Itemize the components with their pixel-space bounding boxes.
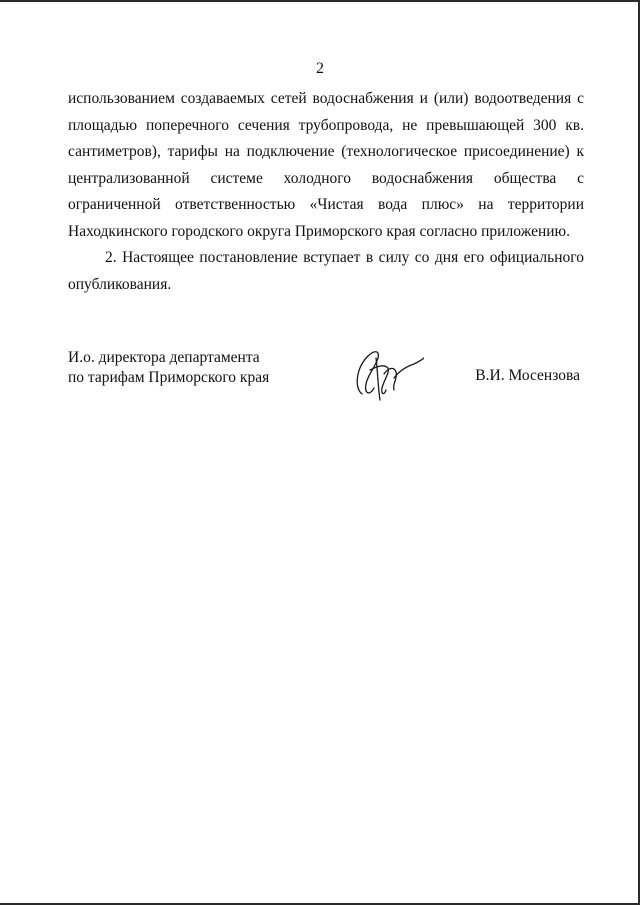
signer-title-line-1: И.о. директора департамента [68,349,260,366]
signer-title [68,348,308,388]
scan-border-top [0,0,640,2]
signer-title-line-2: по тарифам Приморского края [68,369,270,386]
signer-name: В.И. Мосензова [475,367,580,384]
paragraph-2: 2. Настоящее постановление вступает в силу со дня его официального опубликования. [68,249,584,293]
page-number: 2 [316,60,324,77]
document-body [68,86,584,298]
signature-block [68,348,584,408]
paragraph-1: использованием создаваемых сетей водоснабжения и (или) водоотведения с площадью поперечного сечения трубопровода, не превышающей 300 кв. сантиметров), тарифы на подключение (технологическое присоединение) к централизованной системе холодного водоснабжения общества с ограниченной ответственностью «Чистая вода плюс» на территории Находкинского городского округа Приморского края согласно приложению. [68,90,584,240]
handwritten-signature [348,344,424,402]
